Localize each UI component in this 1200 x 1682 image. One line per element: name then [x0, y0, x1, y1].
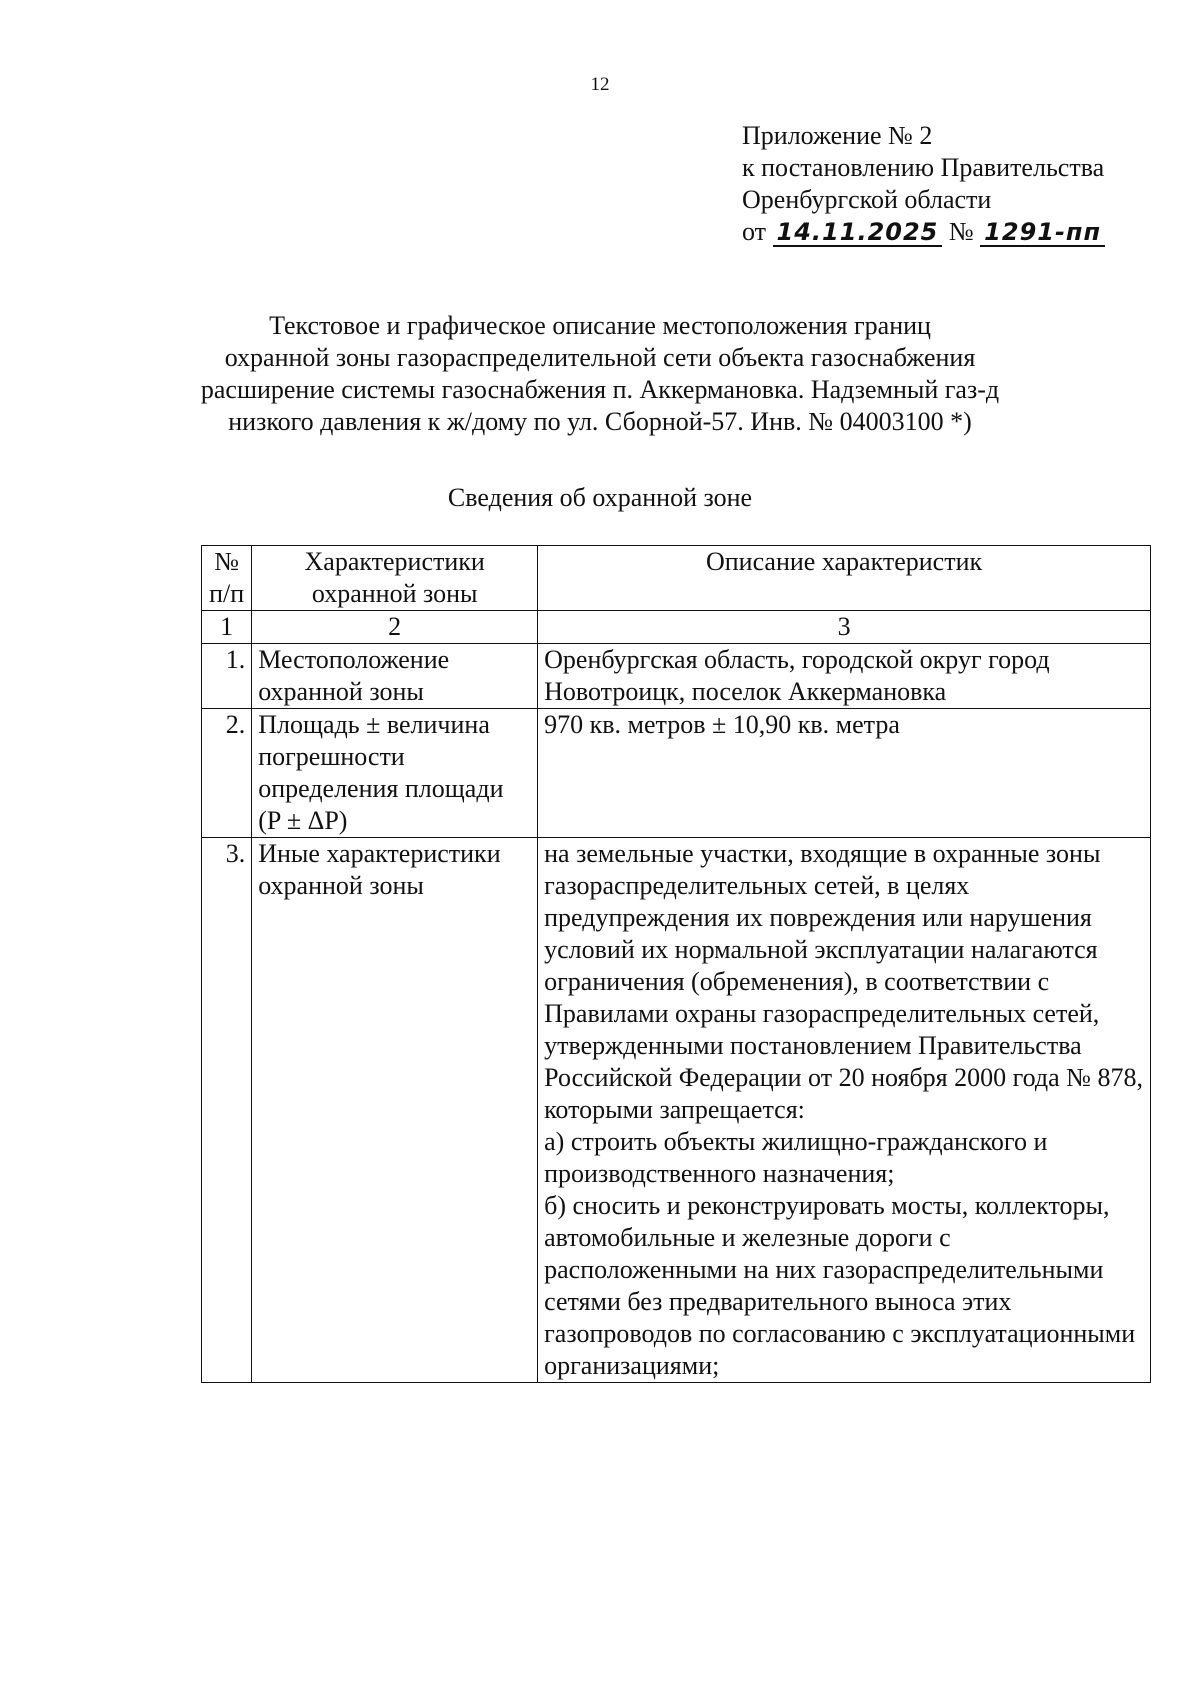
row-description — [538, 838, 1151, 1383]
appendix-block — [742, 120, 1105, 248]
appendix-line-1: Приложение № 2 — [742, 121, 933, 150]
row-description: 970 кв. метров ± 10,90 кв. метра — [538, 709, 1151, 838]
column-number: 3 — [538, 611, 1151, 644]
table-header-row — [202, 546, 1151, 611]
section-subtitle: Сведения об охранной зоне — [447, 483, 753, 512]
handwritten-date: 14.11.2025 — [773, 219, 943, 247]
header-description: Описание характеристик — [538, 546, 1151, 611]
appendix-line-3: Оренбургской области — [742, 185, 992, 214]
table-row — [202, 838, 1151, 1383]
row-number: 3. — [202, 838, 252, 1383]
appendix-date-line — [742, 216, 1105, 248]
header-characteristic: Характеристики охранной зоны — [252, 546, 538, 611]
row-characteristic: Площадь ± величина погрешности определения площади (P ± ΔP) — [252, 709, 538, 838]
column-number: 2 — [252, 611, 538, 644]
handwritten-number: 1291-пп — [980, 219, 1105, 247]
page-number: 12 — [590, 74, 610, 95]
document-title — [0, 310, 1200, 438]
header-num: № п/п — [202, 546, 252, 611]
description-item-a: а) строить объекты жилищно-гражданского и производственного назначения; — [544, 1127, 1048, 1188]
column-number: 1 — [202, 611, 252, 644]
protection-zone-table — [201, 545, 1151, 1383]
row-characteristic: Местоположение охранной зоны — [252, 644, 538, 709]
row-description: Оренбургская область, городской округ город Новотроицк, поселок Аккермановка — [538, 644, 1151, 709]
table-row — [202, 644, 1151, 709]
column-number-row — [202, 611, 1151, 644]
row-characteristic: Иные характеристики охранной зоны — [252, 838, 538, 1383]
title-line: охранной зоны газораспределительной сети объекта газоснабжения — [224, 343, 976, 372]
appendix-line-2: к постановлению Правительства — [742, 153, 1105, 182]
description-item-b: б) сносить и реконструировать мосты, коллекторы, автомобильные и железные дороги с расположенными на них газораспределительными сетями без предварительного выноса этих газопроводов по согласованию с эксплуатационными организациями; — [544, 1191, 1136, 1380]
row-number: 1. — [202, 644, 252, 709]
row-number: 2. — [202, 709, 252, 838]
date-prefix: от — [742, 217, 767, 246]
title-line: расширение системы газоснабжения п. Аккермановка. Надземный газ-д — [200, 375, 1000, 404]
table-row — [202, 709, 1151, 838]
description-paragraph: на земельные участки, входящие в охранные зоны газораспределительных сетей, в целях предупреждения их повреждения или нарушения условий их нормальной эксплуатации налагаются ограничения (обременения), в соответствии с Правилами охраны газораспределительных сетей, утвержденными постановлением Правительства Российской Федерации от 20 ноября 2000 года № 878, которыми запрещается: — [544, 839, 1143, 1124]
number-prefix: № — [948, 217, 974, 246]
title-line: Текстовое и графическое описание местоположения границ — [269, 311, 931, 340]
title-line: низкого давления к ж/дому по ул. Сборной-57. Инв. № 04003100 *) — [228, 407, 972, 436]
